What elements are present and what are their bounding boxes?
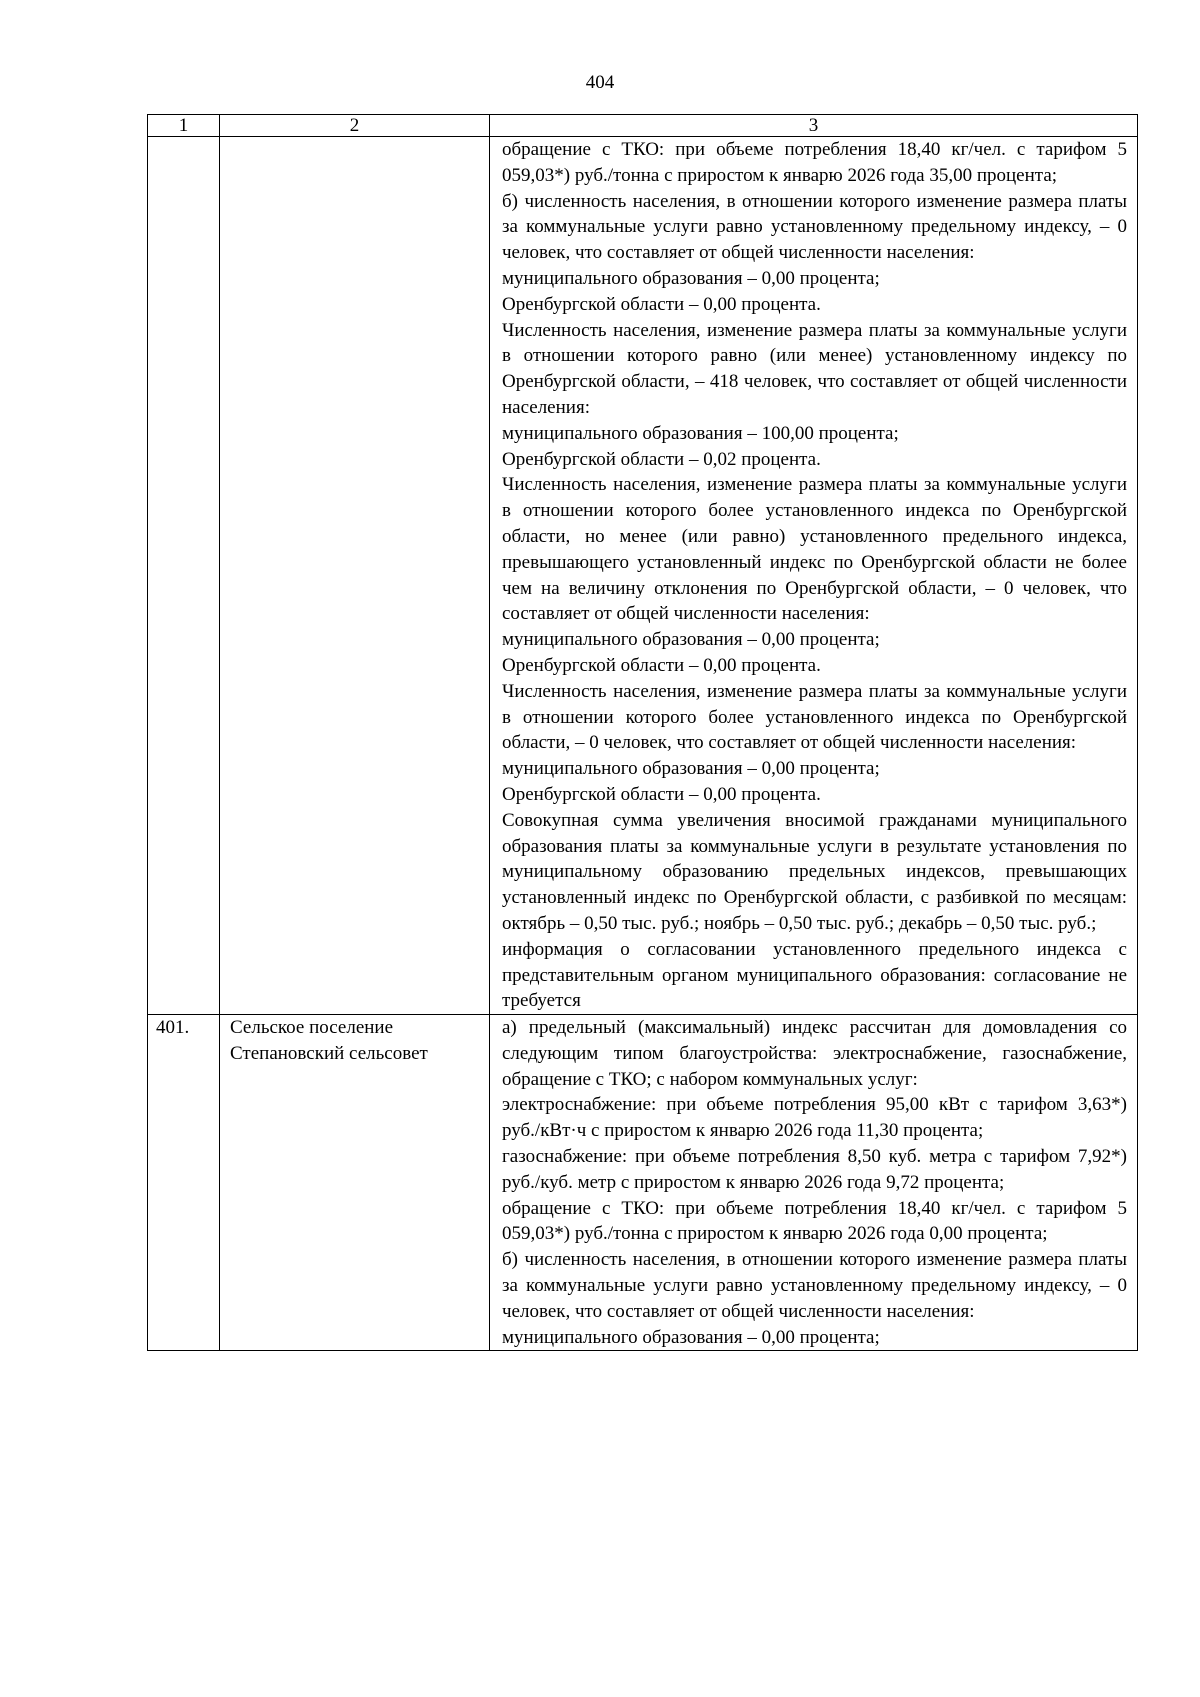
paragraph: Оренбургской области – 0,02 процента. <box>502 448 821 470</box>
indices-table <box>147 114 1138 1351</box>
paragraph: Численность населения, изменение размера платы за коммунальные услуги в отношении которого более установленного индекса по Оренбургской области, но менее (или равно) установленного предельного индекса, превышающего установленный индекс по Оренбургской области не более чем на величину отклонения по Оренбургской области, – 0 человек, что составляет от общей численности населения: <box>502 474 1127 625</box>
paragraph: Численность населения, изменение размера платы за коммунальные услуги в отношении которого более установленного индекса по Оренбургской области, – 0 человек, что составляет от общей численности населения: <box>502 680 1127 754</box>
paragraph: газоснабжение: при объеме потребления 8,50 куб. метра с тарифом 7,92*) руб./куб. метр с приростом к январю 2026 года 9,72 процента; <box>502 1146 1127 1193</box>
table-row <box>148 137 1138 1015</box>
row-number: 401. <box>148 1015 220 1351</box>
index-description <box>490 137 1138 1015</box>
paragraph: Оренбургской области – 0,00 процента. <box>502 783 821 805</box>
paragraph: а) предельный (максимальный) индекс рассчитан для домовладения со следующим типом благоустройства: электроснабжение, газоснабжение, обращение с ТКО; с набором коммунальных услуг: <box>502 1017 1127 1090</box>
paragraph: муниципального образования – 100,00 процента; <box>502 422 899 444</box>
paragraph: муниципального образования – 0,00 процента; <box>502 629 880 651</box>
paragraph: б) численность населения, в отношении которого изменение размера платы за коммунальные услуги равно установленному предельному индексу, – 0 человек, что составляет от общей численности населения: <box>502 190 1127 264</box>
paragraph: муниципального образования – 0,00 процента; <box>502 267 880 289</box>
header-col-3: 3 <box>490 115 1138 137</box>
paragraph: Численность населения, изменение размера платы за коммунальные услуги в отношении которого равно (или менее) установленному индексу по Оренбургской области, – 418 человек, что составляет от общей численности населения: <box>502 319 1127 418</box>
paragraph: Оренбургской области – 0,00 процента. <box>502 293 821 315</box>
header-col-2: 2 <box>220 115 490 137</box>
table-row <box>148 1015 1138 1351</box>
municipality-name-line: Степановский сельсовет <box>230 1042 428 1064</box>
municipality-name <box>220 137 490 1015</box>
paragraph: электроснабжение: при объеме потребления 95,00 кВт с тарифом 3,63*) руб./кВт·ч с приростом к январю 2026 года 11,30 процента; <box>502 1094 1127 1142</box>
paragraph: обращение с ТКО: при объеме потребления 18,40 кг/чел. с тарифом 5 059,03*) руб./тонна с приростом к январю 2026 года 0,00 процента; <box>502 1197 1127 1245</box>
paragraph: муниципального образования – 0,00 процента; <box>502 1326 880 1348</box>
paragraph: б) численность населения, в отношении которого изменение размера платы за коммунальные услуги равно установленному предельному индексу, – 0 человек, что составляет от общей численности населения: <box>502 1249 1127 1322</box>
paragraph: муниципального образования – 0,00 процента; <box>502 758 880 780</box>
table-header-row <box>148 115 1138 137</box>
header-col-1: 1 <box>148 115 220 137</box>
paragraph: Оренбургской области – 0,00 процента. <box>502 654 821 676</box>
page-number: 404 <box>585 72 615 93</box>
row-number <box>148 137 220 1015</box>
index-description <box>490 1015 1138 1351</box>
municipality-name-line: Сельское поселение <box>230 1017 394 1039</box>
paragraph: информация о согласовании установленного предельного индекса с представительным органом муниципального образования: согласование не требуется <box>502 938 1127 1012</box>
municipality-name <box>220 1015 490 1351</box>
paragraph: обращение с ТКО: при объеме потребления 18,40 кг/чел. с тарифом 5 059,03*) руб./тонна с приростом к январю 2026 года 35,00 процента; <box>502 139 1127 186</box>
paragraph: Совокупная сумма увеличения вносимой гражданами муниципального образования платы за коммунальные услуги в результате установления по муниципальному образованию предельных индексов, превышающих установленный индекс по Оренбургской области, с разбивкой по месяцам: октябрь – 0,50 тыс. руб.; ноябрь – 0,50 тыс. руб.; декабрь – 0,50 тыс. руб.; <box>502 809 1127 934</box>
